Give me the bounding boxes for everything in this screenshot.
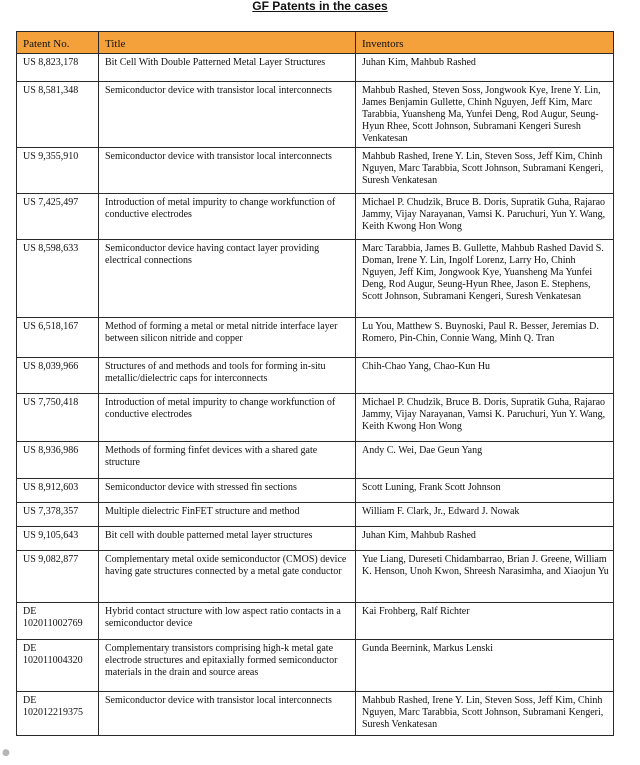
patent-title-cell: Semiconductor device having contact layer providing electrical connections — [99, 240, 356, 318]
inventors-cell: Gunda Beernink, Markus Lenski — [356, 640, 614, 692]
patent-title-cell: Semiconductor device with transistor local interconnects — [99, 82, 356, 148]
inventors-cell: Yue Liang, Dureseti Chidambarrao, Brian J. Greene, William K. Henson, Unoh Kwon, Shreesh Narasimha, and Xiaojun Yu — [356, 551, 614, 603]
inventors-cell: Mahbub Rashed, Irene Y. Lin, Steven Soss, Jeff Kim, Chinh Nguyen, Marc Tarabbia, Scott Johnson, Subramani Kengeri, Suresh Venkatesan — [356, 148, 614, 194]
table-header — [17, 32, 614, 54]
patent-title-cell: Structures of and methods and tools for forming in-situ metallic/dielectric caps for interconnects — [99, 358, 356, 394]
table-row — [17, 148, 614, 194]
patent-title-cell: Methods of forming finfet devices with a shared gate structure — [99, 442, 356, 479]
table-row — [17, 503, 614, 527]
patent-title-cell: Semiconductor device with transistor local interconnects — [99, 148, 356, 194]
patent-number-cell: DE 102012219375 — [17, 692, 99, 736]
inventors-cell: Michael P. Chudzik, Bruce B. Doris, Supratik Guha, Rajarao Jammy, Vijay Narayanan, Vamsi K. Paruchuri, Yun Y. Wang, Keith Kwong Hon Wong — [356, 194, 614, 240]
patent-number-cell: US 7,750,418 — [17, 394, 99, 442]
patent-number-cell: US 9,355,910 — [17, 148, 99, 194]
patent-title-cell: Introduction of metal impurity to change workfunction of conductive electrodes — [99, 394, 356, 442]
table-row — [17, 54, 614, 82]
column-header-patent-no: Patent No. — [17, 32, 99, 54]
patent-title-cell: Bit cell with double patterned metal layer structures — [99, 527, 356, 551]
patent-title-cell: Introduction of metal impurity to change workfunction of conductive electrodes — [99, 194, 356, 240]
patent-number-cell: US 7,425,497 — [17, 194, 99, 240]
patent-number-cell: US 7,378,357 — [17, 503, 99, 527]
patent-number-cell: US 8,598,633 — [17, 240, 99, 318]
inventors-cell: Chih-Chao Yang, Chao-Kun Hu — [356, 358, 614, 394]
inventors-cell: Juhan Kim, Mahbub Rashed — [356, 527, 614, 551]
inventors-cell: Lu You, Matthew S. Buynoski, Paul R. Besser, Jeremias D. Romero, Pin-Chin, Connie Wang, Minh Q. Tran — [356, 318, 614, 358]
inventors-cell: William F. Clark, Jr., Edward J. Nowak — [356, 503, 614, 527]
patent-number-cell: US 8,581,348 — [17, 82, 99, 148]
patent-number-cell: US 8,039,966 — [17, 358, 99, 394]
patent-number-cell: DE 102011004320 — [17, 640, 99, 692]
patent-title-cell: Hybrid contact structure with low aspect ratio contacts in a semiconductor device — [99, 603, 356, 640]
inventors-cell: Kai Frohberg, Ralf Richter — [356, 603, 614, 640]
inventors-cell: Michael P. Chudzik, Bruce B. Doris, Supratik Guha, Rajarao Jammy, Vijay Narayanan, Vamsi K. Paruchuri, Yun Y. Wang, Keith Kwong Hon Wong — [356, 394, 614, 442]
patent-title-cell: Multiple dielectric FinFET structure and method — [99, 503, 356, 527]
table-row — [17, 240, 614, 318]
table-row — [17, 318, 614, 358]
table-row — [17, 551, 614, 603]
header-row — [17, 32, 614, 54]
table-row — [17, 603, 614, 640]
table-row — [17, 82, 614, 148]
patents-table — [16, 31, 614, 736]
patent-number-cell: US 9,082,877 — [17, 551, 99, 603]
inventors-cell: Marc Tarabbia, James B. Gullette, Mahbub Rashed David S. Doman, Irene Y. Lin, Ingolf Lorenz, Larry Ho, Chinh Nguyen, Jeff Kim, Jongwook Kye, Yuansheng Ma Yunfei Deng, Rod Augur, Seung-Hyun Rhee, Jason E. Stephens, Scott Johnson, Subramani Kengeri, Suresh Venkatesan — [356, 240, 614, 318]
table-row — [17, 527, 614, 551]
inventors-cell: Scott Luning, Frank Scott Johnson — [356, 479, 614, 503]
patent-title-cell: Semiconductor device with transistor local interconnects — [99, 692, 356, 736]
patent-number-cell: US 6,518,167 — [17, 318, 99, 358]
table-row — [17, 479, 614, 503]
patent-title-cell: Method of forming a metal or metal nitride interface layer between silicon nitride and copper — [99, 318, 356, 358]
table-row — [17, 640, 614, 692]
page-title: GF Patents in the cases — [252, 0, 388, 13]
inventors-cell: Mahbub Rashed, Irene Y. Lin, Steven Soss, Jeff Kim, Chinh Nguyen, Marc Tarabbia, Scott Johnson, Subramani Kengeri, Suresh Venkatesan — [356, 692, 614, 736]
table-row — [17, 394, 614, 442]
table-row — [17, 194, 614, 240]
patent-number-cell: DE 102011002769 — [17, 603, 99, 640]
patent-number-cell: US 8,823,178 — [17, 54, 99, 82]
column-header-title: Title — [99, 32, 356, 54]
patent-title-cell: Bit Cell With Double Patterned Metal Layer Structures — [99, 54, 356, 82]
inventors-cell: Andy C. Wei, Dae Geun Yang — [356, 442, 614, 479]
patent-number-cell: US 8,936,986 — [17, 442, 99, 479]
patent-number-cell: US 8,912,603 — [17, 479, 99, 503]
column-header-inventors: Inventors — [356, 32, 614, 54]
patent-title-cell: Complementary metal oxide semiconductor (CMOS) device having gate structures connected by a metal gate conductor — [99, 551, 356, 603]
patent-title-cell: Semiconductor device with stressed fin sections — [99, 479, 356, 503]
inventors-cell: Juhan Kim, Mahbub Rashed — [356, 54, 614, 82]
table-row — [17, 442, 614, 479]
patent-title-cell: Complementary transistors comprising high-k metal gate electrode structures and epitaxially formed semiconductor materials in the drain and source areas — [99, 640, 356, 692]
inventors-cell: Mahbub Rashed, Steven Soss, Jongwook Kye, Irene Y. Lin, James Benjamin Gullette, Chinh Nguyen, Jeff Kim, Marc Tarabbia, Yuansheng Ma, Yunfei Deng, Rod Augur, Seung-Hyun Rhee, Scott Johnson, Subramani Kengeri Suresh Venkatesan — [356, 82, 614, 148]
table-body — [17, 54, 614, 736]
patent-number-cell: US 9,105,643 — [17, 527, 99, 551]
table-row — [17, 358, 614, 394]
table-row — [17, 692, 614, 736]
watermark-left: ● — [2, 748, 10, 758]
